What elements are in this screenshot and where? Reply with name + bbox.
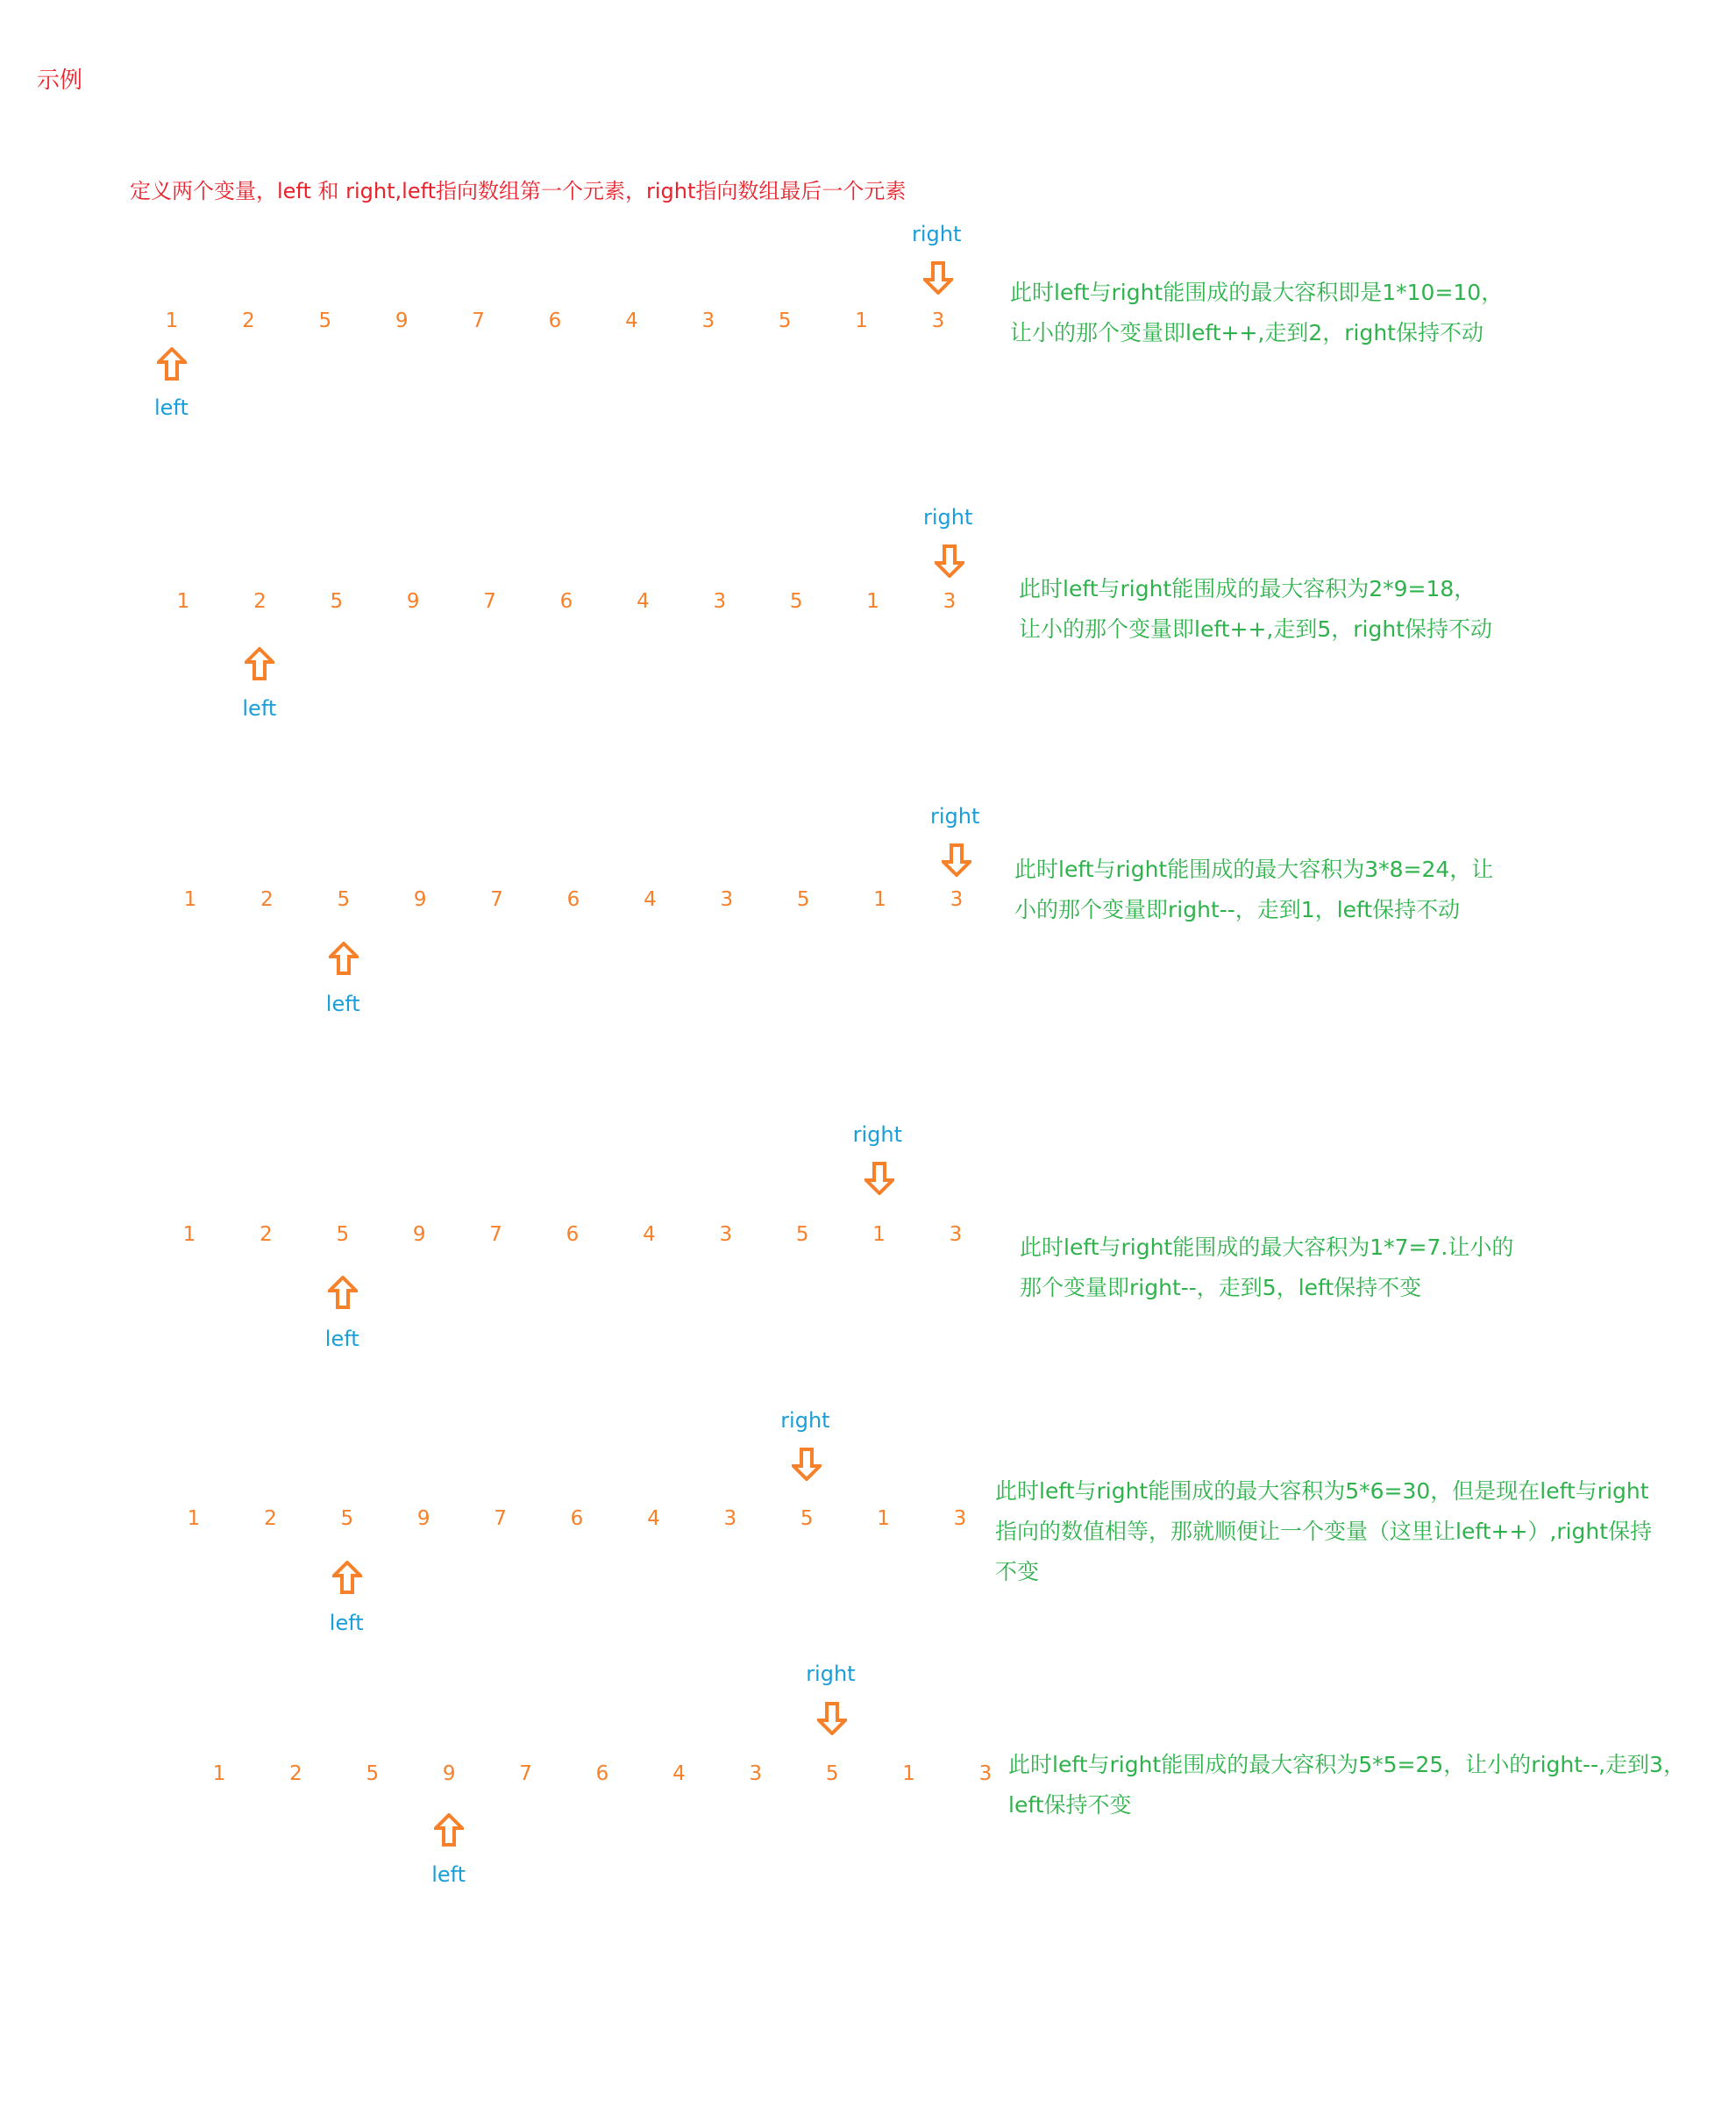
array-value: 5 xyxy=(795,1223,809,1246)
array-value: 2 xyxy=(242,310,255,332)
array-value: 5 xyxy=(336,1223,350,1246)
array-value: 6 xyxy=(595,1762,609,1785)
left-pointer-label: left xyxy=(242,696,277,721)
array-value: 5 xyxy=(330,590,344,613)
array-value: 4 xyxy=(625,310,638,332)
left-pointer-label: left xyxy=(325,992,360,1016)
step-note-line: 此时left与right能围成的最大容积为2*9=18， xyxy=(1019,576,1476,601)
array-value: 5 xyxy=(318,310,332,332)
array-value: 2 xyxy=(260,1223,273,1246)
array-value: 1 xyxy=(212,1762,226,1785)
array-value: 3 xyxy=(723,1507,737,1530)
array-value: 5 xyxy=(340,1507,354,1530)
arrow-down-icon xyxy=(792,1448,822,1481)
array-value: 1 xyxy=(866,590,879,613)
array-value: 7 xyxy=(494,1507,507,1530)
array-value: 9 xyxy=(395,310,409,332)
step-note-line: 此时left与right能围成的最大容积为5*6=30，但是现在left与right xyxy=(995,1478,1649,1504)
right-pointer-label: right xyxy=(930,804,980,829)
step-note-line: left保持不变 xyxy=(1008,1792,1132,1818)
array-value: 3 xyxy=(701,310,715,332)
array-value: 6 xyxy=(548,310,562,332)
array-value: 2 xyxy=(289,1762,302,1785)
array-value: 2 xyxy=(260,888,274,911)
arrow-up-icon xyxy=(329,942,359,975)
array-value: 1 xyxy=(182,1223,196,1246)
array-value: 5 xyxy=(778,310,792,332)
array-value: 4 xyxy=(637,590,650,613)
left-pointer-label: left xyxy=(324,1327,359,1351)
step-note-line: 让小的那个变量即left++,走到5，right保持不动 xyxy=(1019,616,1492,642)
array-value: 1 xyxy=(873,888,886,911)
arrow-down-icon xyxy=(935,544,964,578)
step-note xyxy=(1008,1745,1685,1826)
array-value: 9 xyxy=(442,1762,456,1785)
array-value: 3 xyxy=(953,1507,967,1530)
array-value: 3 xyxy=(720,888,734,911)
step-note-line: 此时left与right能围成的最大容积为1*7=7.让小的 xyxy=(1020,1235,1514,1260)
array-value: 4 xyxy=(672,1762,686,1785)
array-value: 9 xyxy=(406,590,420,613)
right-pointer-label: right xyxy=(780,1408,830,1433)
right-pointer-label: right xyxy=(806,1662,856,1686)
array-value: 5 xyxy=(789,590,803,613)
right-pointer-label: right xyxy=(923,505,973,530)
page-title: 示例 xyxy=(37,68,83,94)
array-value: 3 xyxy=(943,590,957,613)
arrow-up-icon xyxy=(157,347,187,381)
array-value: 7 xyxy=(472,310,485,332)
step-note-line: 不变 xyxy=(995,1559,1040,1584)
left-pointer-label: left xyxy=(431,1862,466,1887)
arrow-up-icon xyxy=(328,1276,358,1309)
array-value: 9 xyxy=(412,1223,426,1246)
step-note-line: 让小的那个变量即left++,走到2，right保持不动 xyxy=(1010,320,1483,345)
left-pointer-label: left xyxy=(329,1611,364,1635)
array-value: 4 xyxy=(644,888,657,911)
array-value: 1 xyxy=(855,310,868,332)
array-value: 1 xyxy=(872,1223,886,1246)
array-value: 2 xyxy=(253,590,267,613)
array-value: 3 xyxy=(713,590,727,613)
array-value: 1 xyxy=(165,310,179,332)
right-pointer-label: right xyxy=(912,222,962,246)
arrow-down-icon xyxy=(942,843,971,877)
array-value: 3 xyxy=(950,888,964,911)
array-value: 6 xyxy=(566,1223,580,1246)
array-value: 3 xyxy=(931,310,945,332)
array-value: 3 xyxy=(749,1762,763,1785)
array-value: 7 xyxy=(490,888,503,911)
array-value: 3 xyxy=(978,1762,993,1785)
step-note xyxy=(995,1471,1652,1592)
step-note-line: 小的那个变量即right--，走到1，left保持不动 xyxy=(1014,897,1461,922)
arrow-up-icon xyxy=(332,1561,362,1594)
intro-text: 定义两个变量，left 和 right,left指向数组第一个元素，right指向数组最后一个元素 xyxy=(130,179,907,203)
step-note xyxy=(1020,1228,1513,1308)
array-value: 5 xyxy=(796,888,810,911)
array-value: 1 xyxy=(877,1507,890,1530)
array-value: 4 xyxy=(643,1223,656,1246)
array-value: 1 xyxy=(187,1507,201,1530)
array-value: 5 xyxy=(800,1507,814,1530)
array-value: 1 xyxy=(902,1762,915,1785)
array-value: 6 xyxy=(559,590,573,613)
array-value: 3 xyxy=(719,1223,733,1246)
array-value: 6 xyxy=(566,888,580,911)
step-note-line: 那个变量即right--，走到5，left保持不变 xyxy=(1020,1275,1422,1300)
arrow-down-icon xyxy=(817,1702,847,1735)
step-note-line: 指向的数值相等，那就顺便让一个变量（这里让left++）,right保持 xyxy=(995,1519,1653,1544)
arrow-up-icon xyxy=(434,1813,464,1847)
array-value: 1 xyxy=(176,590,190,613)
array-value: 5 xyxy=(337,888,351,911)
array-value: 3 xyxy=(949,1223,963,1246)
arrow-down-icon xyxy=(923,261,953,295)
step-note-line: 此时left与right能围成的最大容积即是1*10=10， xyxy=(1010,280,1504,305)
array-value: 1 xyxy=(183,888,197,911)
array-value: 7 xyxy=(483,590,496,613)
array-value: 4 xyxy=(647,1507,660,1530)
step-note-line: 此时left与right能围成的最大容积为5*5=25，让小的right--,走到3， xyxy=(1008,1752,1685,1777)
array-value: 5 xyxy=(366,1762,380,1785)
step-note xyxy=(1014,850,1493,930)
array-value: 7 xyxy=(489,1223,502,1246)
array-value: 2 xyxy=(264,1507,277,1530)
step-note xyxy=(1010,273,1503,353)
step-note xyxy=(1019,569,1492,650)
arrow-down-icon xyxy=(864,1162,894,1195)
step-note-line: 此时left与right能围成的最大容积为3*8=24，让 xyxy=(1014,857,1494,882)
array-value: 5 xyxy=(825,1762,839,1785)
arrow-up-icon xyxy=(245,647,274,680)
array-value: 9 xyxy=(413,888,427,911)
left-pointer-label: left xyxy=(154,395,189,420)
array-value: 9 xyxy=(416,1507,430,1530)
array-value: 7 xyxy=(519,1762,532,1785)
array-value: 6 xyxy=(570,1507,584,1530)
right-pointer-label: right xyxy=(852,1122,902,1147)
